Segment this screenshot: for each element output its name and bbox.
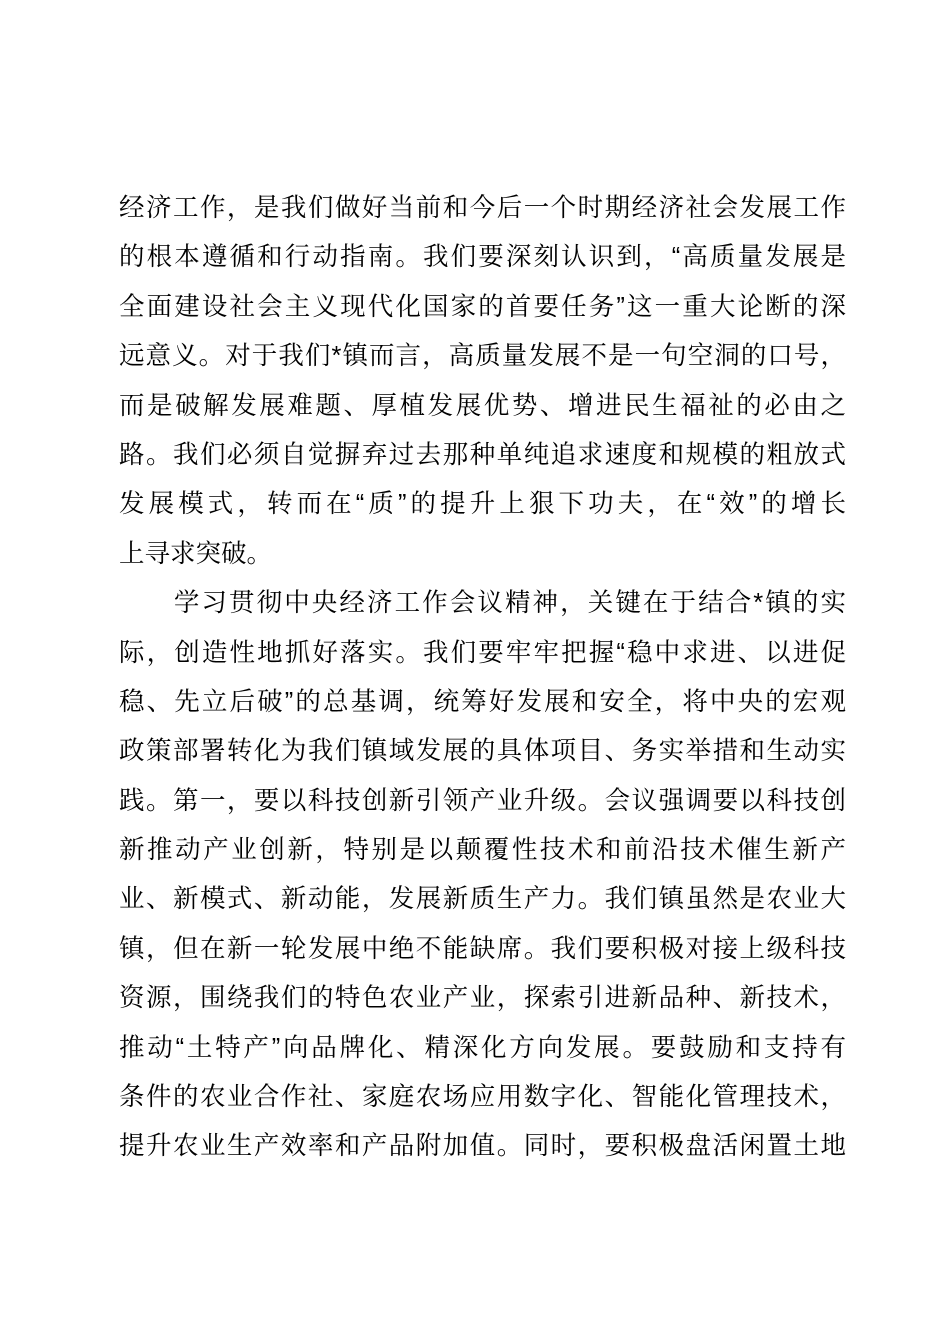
document-text-block bbox=[119, 184, 846, 1172]
text-line: 而是破解发展难题、厚植发展优势、增进民生福祉的必由之 bbox=[119, 391, 846, 420]
text-line: 稳、先立后破”的总基调，统筹好发展和安全，将中央的宏观 bbox=[119, 687, 846, 716]
text-line: 推动“土特产”向品牌化、精深化方向发展。要鼓励和支持有 bbox=[119, 1033, 846, 1062]
text-line: 上寻求突破。 bbox=[119, 539, 273, 568]
text-line: 学习贯彻中央经济工作会议精神，关键在于结合*镇的实 bbox=[173, 589, 846, 618]
text-line: 路。我们必须自觉摒弃过去那种单纯追求速度和规模的粗放式 bbox=[119, 440, 846, 469]
paragraph-2 bbox=[119, 579, 846, 1172]
text-line: 全面建设社会主义现代化国家的首要任务”这一重大论断的深 bbox=[119, 292, 846, 321]
text-line: 镇，但在新一轮发展中绝不能缺席。我们要积极对接上级科技 bbox=[119, 934, 846, 963]
text-line: 远意义。对于我们*镇而言，高质量发展不是一句空洞的口号， bbox=[119, 342, 846, 371]
text-line: 践。第一，要以科技创新引领产业升级。会议强调要以科技创 bbox=[119, 786, 846, 815]
text-line: 政策部署转化为我们镇域发展的具体项目、务实举措和生动实 bbox=[119, 737, 846, 766]
text-line: 际，创造性地抓好落实。我们要牢牢把握“稳中求进、以进促 bbox=[119, 638, 846, 667]
text-line: 业、新模式、新动能，发展新质生产力。我们镇虽然是农业大 bbox=[119, 885, 846, 914]
text-line: 资源，围绕我们的特色农业产业，探索引进新品种、新技术， bbox=[119, 984, 846, 1013]
text-line: 经济工作，是我们做好当前和今后一个时期经济社会发展工作 bbox=[119, 194, 846, 222]
text-line: 发展模式，转而在“质”的提升上狠下功夫，在“效”的增长 bbox=[119, 490, 846, 519]
text-line: 提升农业生产效率和产品附加值。同时，要积极盘活闲置土地 bbox=[119, 1132, 846, 1161]
text-line: 新推动产业创新，特别是以颠覆性技术和前沿技术催生新产 bbox=[119, 836, 846, 865]
paragraph-1 bbox=[119, 184, 846, 579]
text-line: 条件的农业合作社、家庭农场应用数字化、智能化管理技术， bbox=[119, 1083, 846, 1112]
text-line: 的根本遵循和行动指南。我们要深刻认识到，“高质量发展是 bbox=[119, 243, 846, 272]
